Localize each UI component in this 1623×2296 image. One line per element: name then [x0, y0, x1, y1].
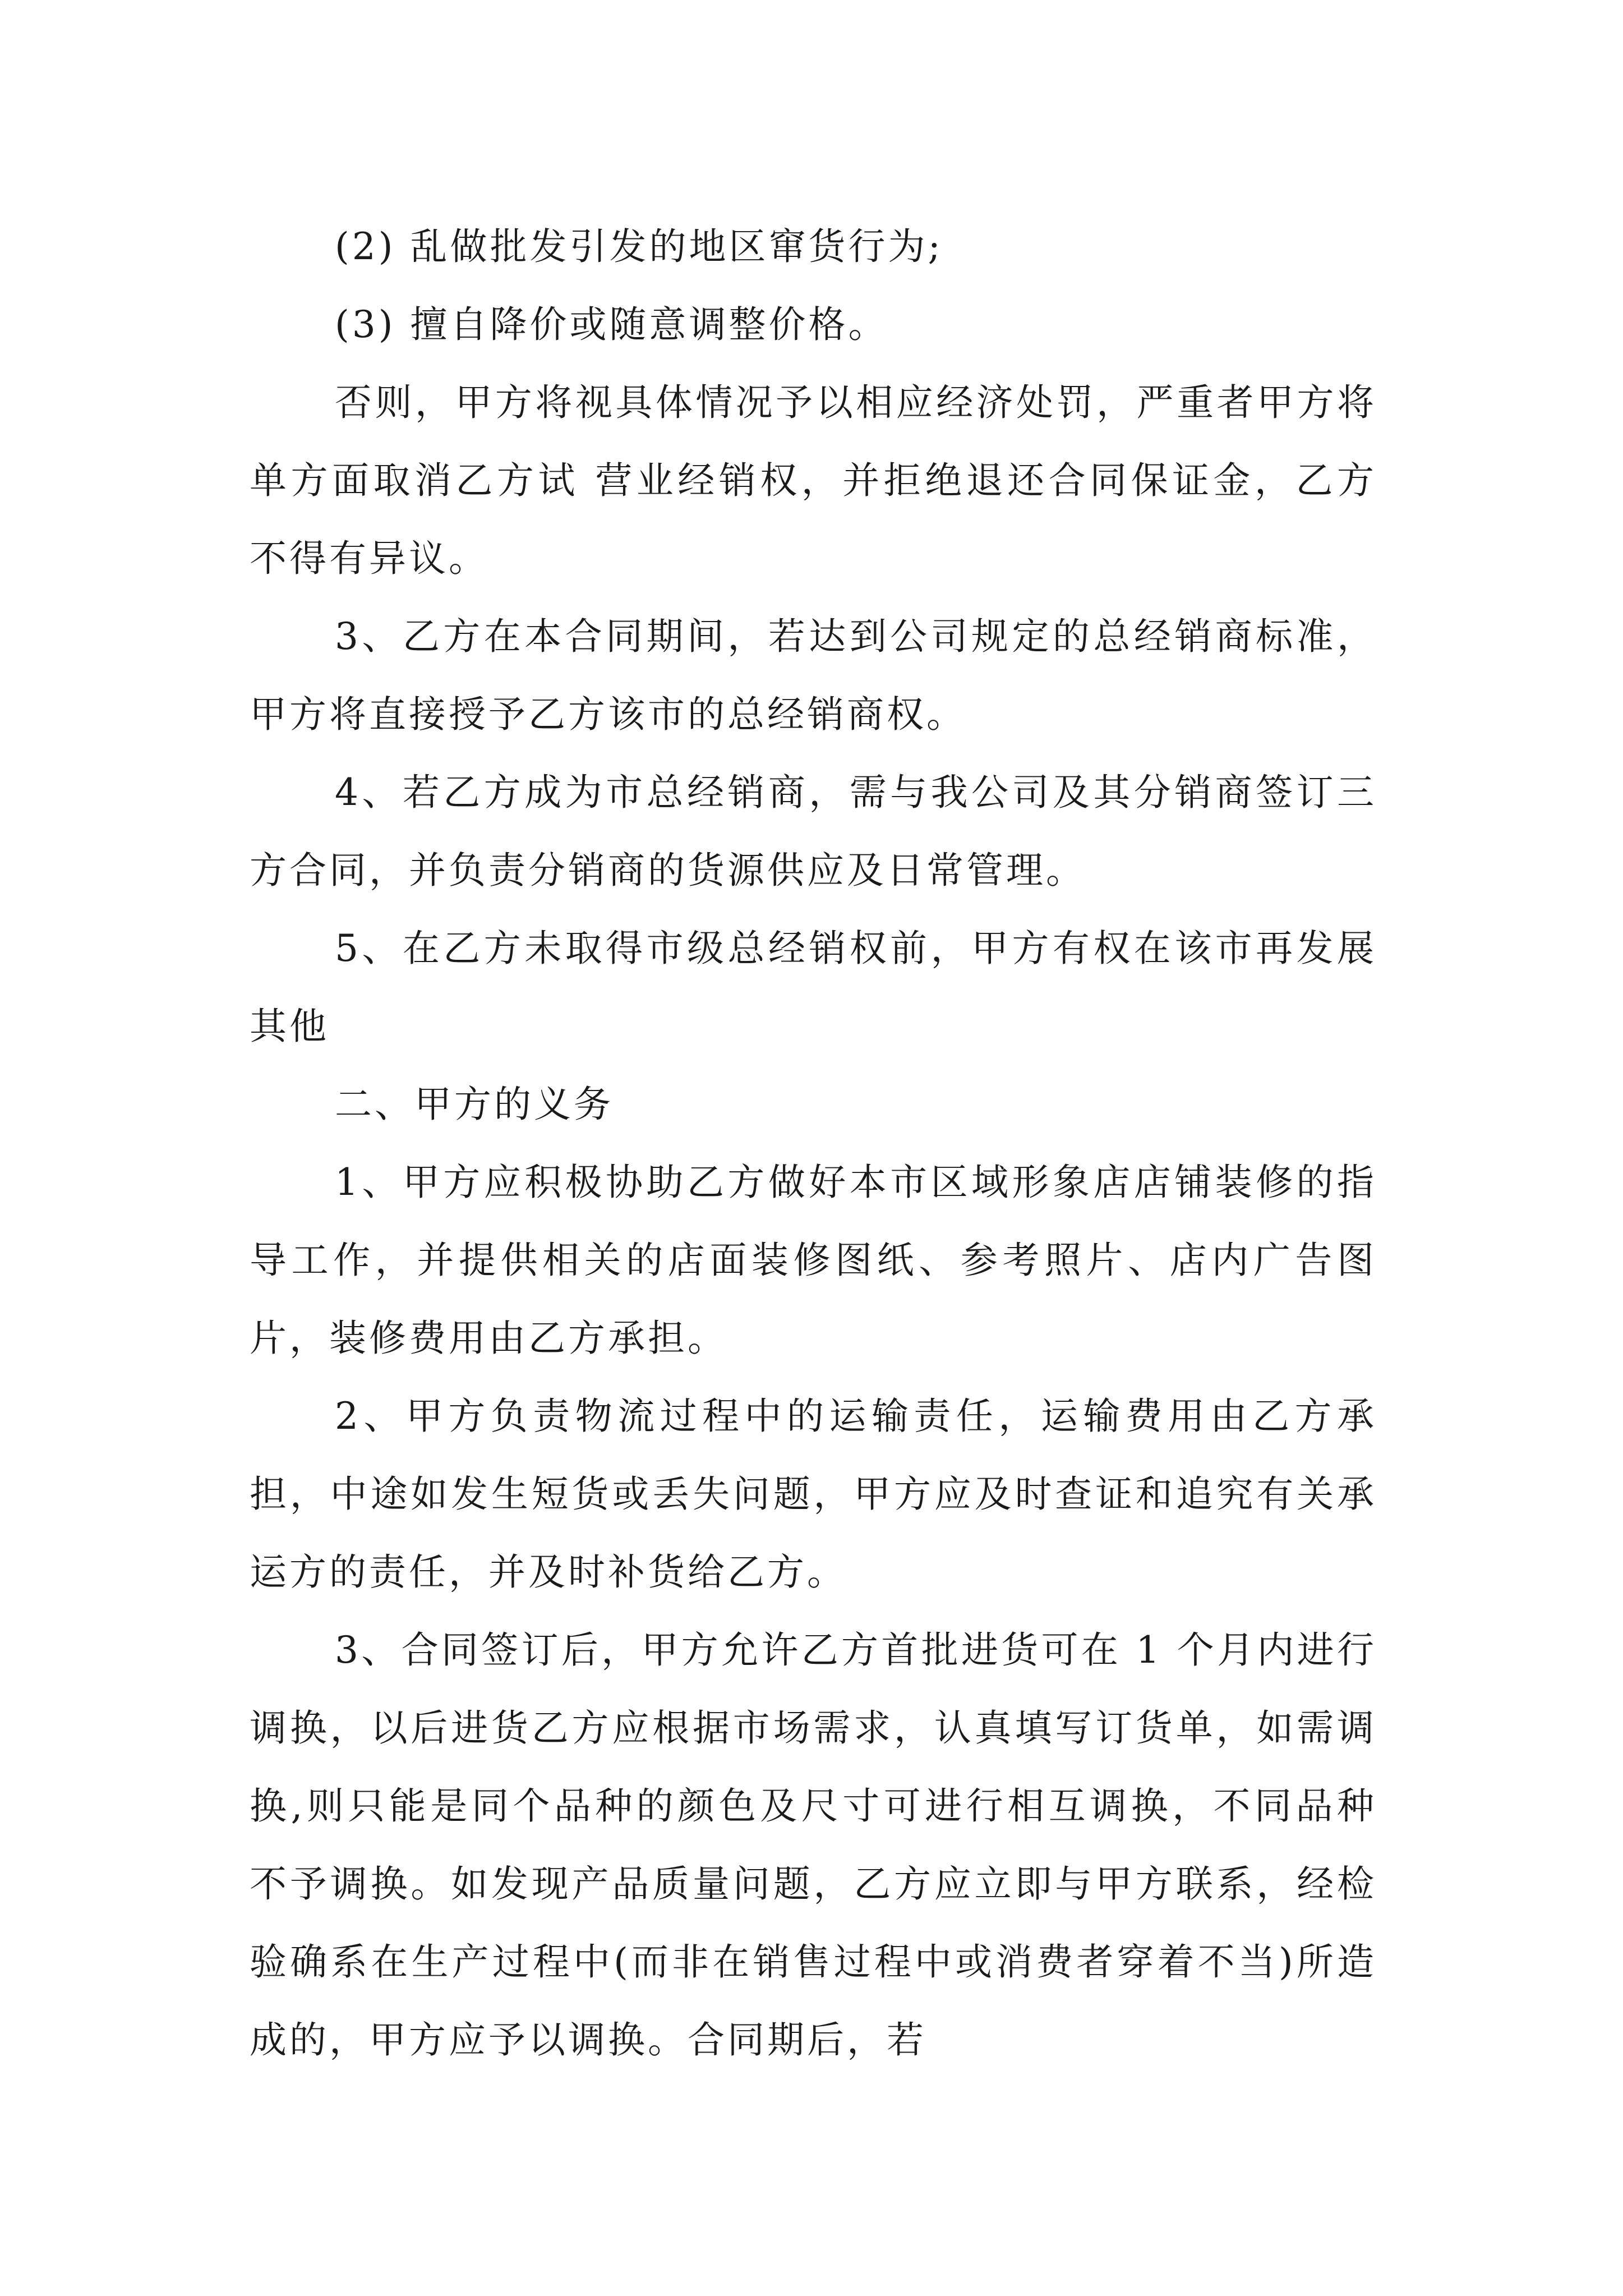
paragraph-clause-5: 5、在乙方未取得市级总经销权前，甲方有权在该市再发展其他	[250, 927, 1377, 1048]
paragraph-duty-1: 1、甲方应积极协助乙方做好本市区域形象店店铺装修的指导工作，并提供相关的店面装修图纸、参考照片、店内广告图片，装修费用由乙方承担。	[250, 1161, 1377, 1360]
paragraph-duty-3: 3、合同签订后，甲方允许乙方首批进货可在 1 个月内进行调换，以后进货乙方应根据市场需求，认真填写订货单，如需调换,则只能是同个品种的颜色及尺寸可进行相互调换，不同品种不予调换。如发现产品质量问题，乙方应立即与甲方联系，经检验确系在生产过程中(而非在销售过程中或消费者穿着不当)所造成的，甲方应予以调换。合同期后，若	[250, 1628, 1377, 2062]
paragraph-clause-3: 3、乙方在本合同期间，若达到公司规定的总经销商标准，甲方将直接授予乙方该市的总经销商权。	[250, 615, 1377, 736]
paragraph-item-3: (3) 擅自降价或随意调整价格。	[335, 303, 888, 346]
paragraph-duty-2: 2、甲方负责物流过程中的运输责任，运输费用由乙方承担，中途如发生短货或丢失问题，甲方应及时查证和追究有关承运方的责任，并及时补货给乙方。	[250, 1395, 1377, 1594]
document-body	[250, 208, 1377, 2079]
paragraph-penalty: 否则，甲方将视具体情况予以相应经济处罚，严重者甲方将单方面取消乙方试 营业经销权，并拒绝退还合同保证金，乙方不得有异议。	[250, 381, 1377, 580]
section-heading-party-a-duties: 二、甲方的义务	[335, 1083, 614, 1126]
paragraph-clause-4: 4、若乙方成为市总经销商，需与我公司及其分销商签订三方合同，并负责分销商的货源供应及日常管理。	[250, 771, 1377, 892]
paragraph-item-2: (2) 乱做批发引发的地区窜货行为;	[335, 225, 943, 268]
